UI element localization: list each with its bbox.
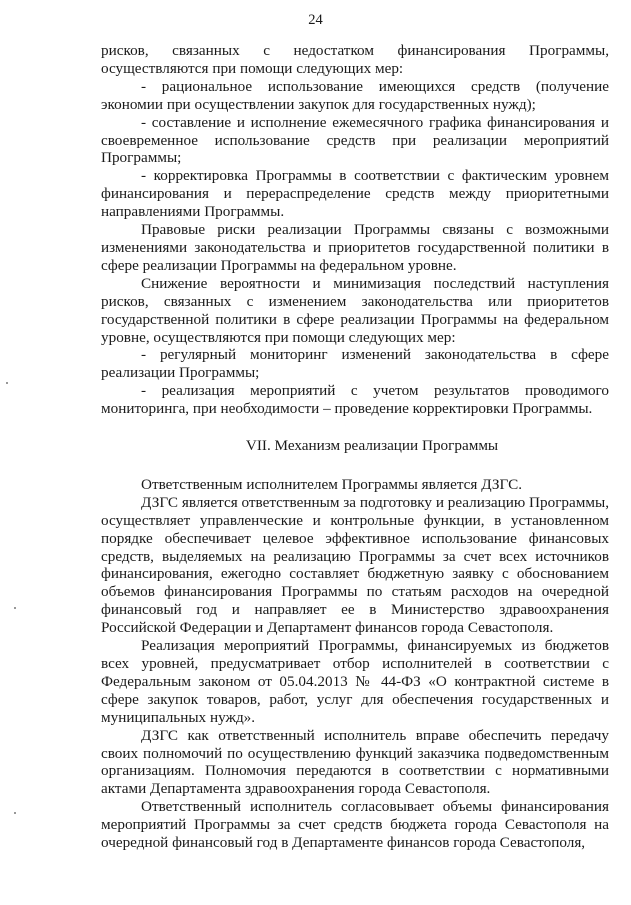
list-item: - реализация мероприятий с учетом результатов проводимого мониторинга, при необходимости – проведение корректировки Программы. (101, 382, 609, 418)
list-item: - регулярный мониторинг изменений законодательства в сфере реализации Программы; (101, 346, 609, 382)
paragraph: рисков, связанных с недостатком финансирования Программы, осуществляются при помощи следующих мер: (101, 42, 609, 77)
list-item: - рациональное использование имеющихся средств (получение экономии при осуществлении закупок для государственных нужд); (101, 77, 609, 113)
paragraph: ДЗГС как ответственный исполнитель вправе обеспечить передачу своих полномочий по осуществлению функций заказчика подведомственным организациям. Полномочия передаются в соответствии с нормативными актами Департамента здравоохранения города Севастополя. (101, 726, 609, 798)
paragraph: Снижение вероятности и минимизация последствий наступления рисков, связанных с изменением законодательства или приоритетов государственной политики в сфере реализации Программы на федеральном уровне, осуществляются при помощи следующих мер: (101, 274, 609, 346)
paragraph: Ответственный исполнитель согласовывает объемы финансирования мероприятий Программы за счет средств бюджета города Севастополя на очередной финансовый год в Департаменте финансов города Севастополя, (101, 798, 609, 852)
page-number: 24 (308, 12, 323, 28)
paragraph: ДЗГС является ответственным за подготовку и реализацию Программы, осуществляет управленческие и контрольные функции, в установленном порядке обеспечивает целевое эффективное использование финансовых средств, выделяемых на реализацию Программы за счет всех источников финансирования, ежегодно составляет бюджетную заявку с обоснованием объемов финансирования Программы по статьям расходов на очередной финансовый год и направляет ее в Министерство здравоохранения Российской Федерации и Департамент финансов города Севастополя. (101, 493, 609, 637)
scan-speck (6, 382, 8, 384)
list-item: - составление и исполнение ежемесячного графика финансирования и своевременное использование средств при реализации мероприятий Программы; (101, 113, 609, 167)
list-item: - корректировка Программы в соответствии с фактическим уровнем финансирования и перераспределение средств между приоритетными направлениями Программы. (101, 167, 609, 221)
paragraph: Ответственным исполнителем Программы является ДЗГС. (141, 475, 523, 493)
paragraph: Реализация мероприятий Программы, финансируемых из бюджетов всех уровней, предусматривает отбор исполнителей в соответствии с Федеральным законом от 05.04.2013 № 44-ФЗ «О контрактной системе в сфере закупок товаров, работ, услуг для обеспечения государственных и муниципальных нужд». (101, 637, 609, 726)
section-heading: VII. Механизм реализации Программы (245, 437, 499, 455)
page-body (101, 42, 609, 852)
scan-speck (14, 812, 16, 814)
scan-speck (14, 607, 16, 609)
paragraph: Правовые риски реализации Программы связаны с возможными изменениями законодательства и приоритетов государственной политики в сфере реализации Программы на федеральном уровне. (101, 221, 609, 274)
